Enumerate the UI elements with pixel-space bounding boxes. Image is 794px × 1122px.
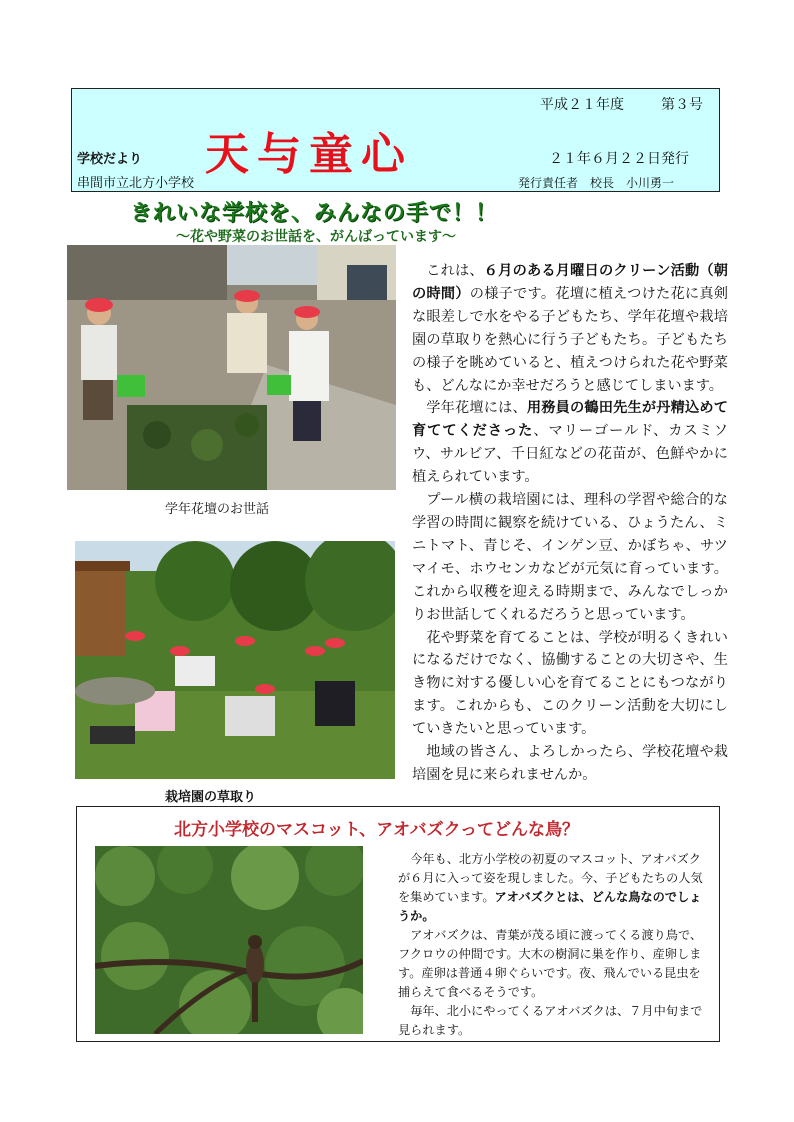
newsletter-type: 学校だより	[77, 152, 143, 167]
photo-caption-garden: 栽培園の草取り	[165, 790, 257, 805]
garden-weeding-photo	[75, 541, 395, 779]
owl-text: 今年も、北方小学校の初夏のマスコット、アオバズクが６月に入って姿を現しました。今、子どもたちの人気を集めています。	[398, 852, 703, 904]
owl-emphasis: アオバズクとは、どんな鳥なのでしょうか。	[398, 890, 702, 923]
issue-number: 第３号	[661, 97, 703, 113]
article-paragraph-2	[412, 397, 728, 489]
article-paragraph-3: プール横の栽培園には、理科の学習や総合的な学習の時間に観察を続けている、ひょうたん、ミニトマト、青じそ、インゲン豆、かぼちゃ、サツマイモ、ホウセンカなどが元気に育っています。これから収穫を迎える時期まで、みんなでしっかりお世話してくれるだろうと思っています。	[412, 492, 728, 623]
headline: きれいな学校を、みんなの手で！！	[130, 201, 499, 226]
article-emphasis: ６月のある月曜日のクリーン活動（朝の時間）	[412, 263, 728, 302]
owl-paragraph-1	[398, 850, 708, 926]
newsletter-title: 天与童心	[205, 129, 413, 180]
publisher: 発行責任者 校長 小川勇一	[518, 176, 675, 190]
photo-caption-flowerbed: 学年花壇のお世話	[165, 502, 270, 517]
owl-paragraph-3: 毎年、北小にやってくるアオバズクは、７月中旬まで見られます。	[398, 1004, 703, 1037]
article-text: 、マリーゴールド、カスミソウ、サルビア、千日紅などの花苗が、色鮮やかに植えられています。	[412, 423, 728, 486]
subheadline: ～花や野菜のお世話を、がんばっています～	[176, 229, 456, 245]
article-text: の様子です。花壇に植えつけた花に真剣な眼差しで水をやる子どもたち、学年花壇や栽培園の草取りを熱心に行う子どもたち。子どもたちの様子を眺めていると、植えつけられた花や野菜も、どんなにか幸せだろうと感じてしまいます。	[412, 285, 728, 394]
owl-article	[398, 850, 708, 1040]
article-paragraph-1	[412, 260, 728, 397]
owl-photo	[95, 846, 363, 1034]
issue-date: ２１年６月２２日発行	[549, 151, 689, 167]
main-article	[412, 260, 728, 787]
article-text: これは、	[426, 263, 484, 279]
article-paragraph-4: 花や野菜を育てることは、学校が明るくきれいになるだけでなく、協働することの大切さや、生き物に対する優しい心を育てることにもつながります。これからも、このクリーン活動を大切にしていきたいと思っています。	[412, 629, 728, 738]
flowerbed-photo	[67, 245, 396, 490]
article-emphasis: 用務員の鶴田先生が丹精込めて育ててくださった	[412, 400, 728, 440]
owl-section-title: 北方小学校のマスコット、アオバズクってどんな鳥？	[174, 820, 579, 840]
fiscal-year: 平成２１年度	[540, 97, 624, 113]
owl-paragraph-2: アオバズクは、青葉が茂る頃に渡ってくる渡り鳥で、フクロウの仲間です。大木の樹洞に巣を作り、産卵します。産卵は普通４卵ぐらいです。夜、飛んでいる昆虫を捕らえて食べるそうです。	[398, 928, 703, 999]
school-name: 串間市立北方小学校	[77, 176, 195, 191]
article-text: 学年花壇には、	[426, 400, 527, 417]
article-paragraph-5: 地域の皆さん、よろしかったら、学校花壇や栽培園を見に来られませんか。	[412, 744, 728, 783]
